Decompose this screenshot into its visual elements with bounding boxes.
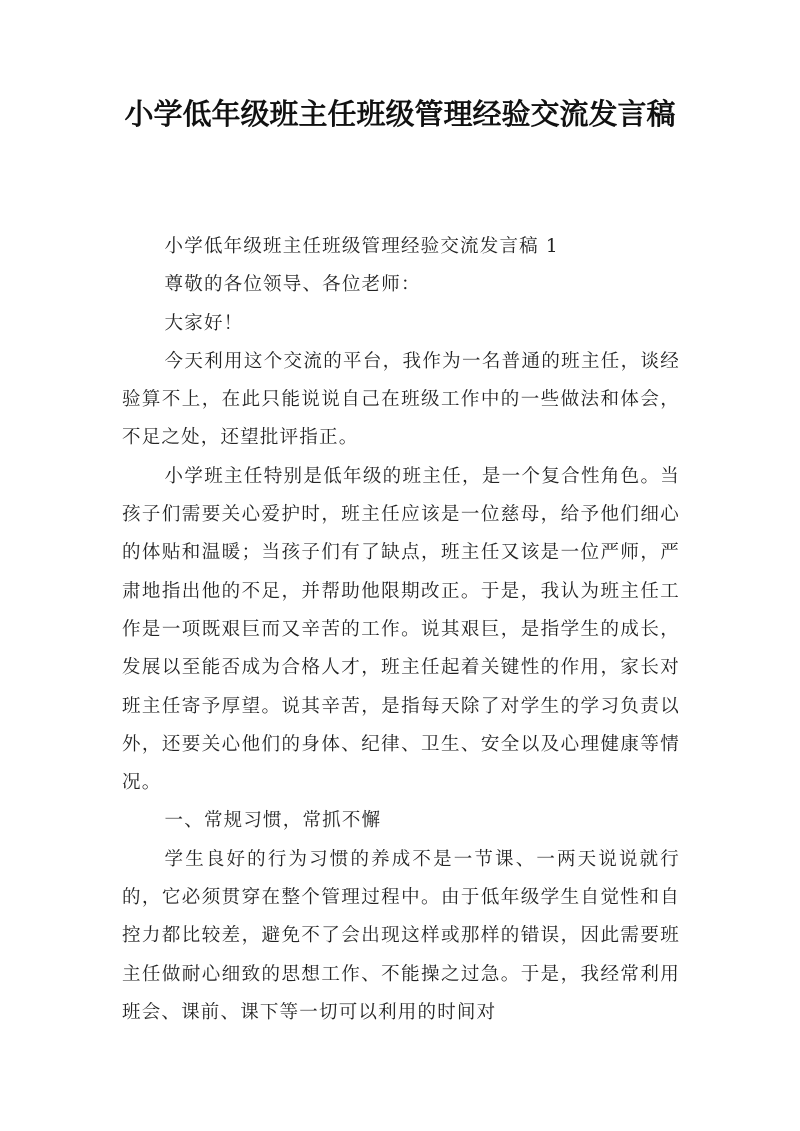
section-heading: 一、常规习惯，常抓不懈 xyxy=(164,810,382,832)
paragraph: 小学班主任特别是低年级的班主任，是一个复合性角色。当孩子们需要关心爱护时，班主任应该是一位慈母，给予他们细心的体贴和温暖；当孩子们有了缺点，班主任又该是一位严师，严肃地指出他的不足，并帮助他限期改正。于是，我认为班主任工作是一项既艰巨而又辛苦的工作。说其艰巨，是指学生的成长，发展以至能否成为合格人才，班主任起着关键性的作用，家长对班主任寄予厚望。说其辛苦，是指每天除了对学生的学习负责以外，还要关心他们的身体、纪律、卫生、安全以及心理健康等情况。 xyxy=(122,465,680,794)
paragraph: 今天利用这个交流的平台，我作为一名普通的班主任，谈经验算不上，在此只能说说自己在班级工作中的一些做法和体会，不足之处，还望批评指正。 xyxy=(122,350,680,449)
paragraph-heading: 小学低年级班主任班级管理经验交流发言稿 1 xyxy=(164,236,559,257)
paragraph-greeting: 大家好！ xyxy=(164,312,244,334)
document-body xyxy=(122,228,680,1032)
document-title: 小学低年级班主任班级管理经验交流发言稿 xyxy=(124,97,676,131)
paragraph-salutation: 尊敬的各位领导、各位老师： xyxy=(164,274,421,296)
paragraph: 学生良好的行为习惯的养成不是一节课、一两天说说就行的，它必须贯穿在整个管理过程中。由于低年级学生自觉性和自控力都比较差，避免不了会出现这样或那样的错误，因此需要班主任做耐心细致的思想工作、不能操之过急。于是，我经常利用班会、课前、课下等一切可以利用的时间对 xyxy=(122,848,680,1023)
